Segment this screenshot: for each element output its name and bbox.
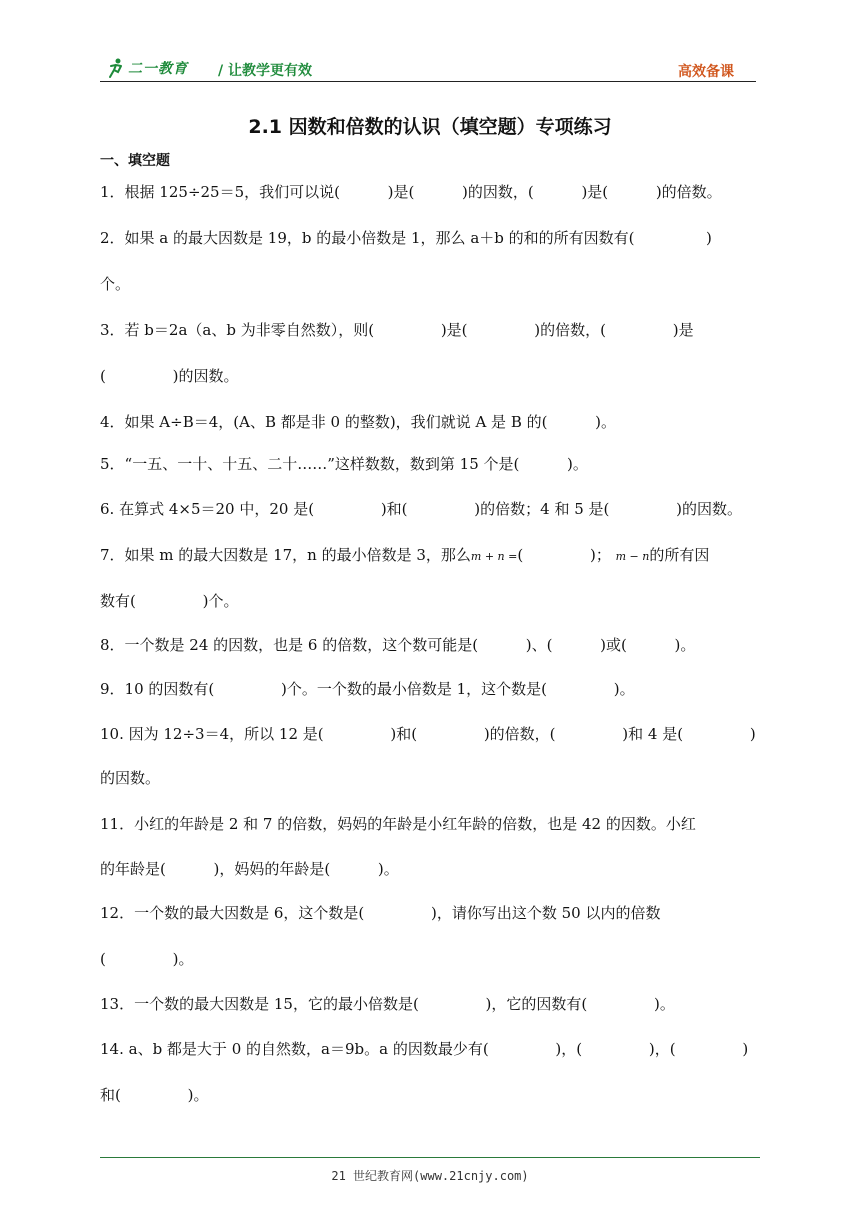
question-10-line-2: 的因数。 (100, 769, 161, 787)
page-title: 2.1 因数和倍数的认识（填空题）专项练习 (248, 116, 612, 138)
page-footer: 21 世纪教育网(www.21cnjy.com) (331, 1169, 529, 1183)
brand-right: 高效备课 (678, 64, 734, 80)
question-3-line-1: 3．若 b＝2a（a、b 为非零自然数），则( )是( )的倍数，( )是 (100, 321, 694, 339)
runner-icon (104, 57, 126, 79)
question-4: 4．如果 A÷B＝4，(A、B 都是非 0 的整数)，我们就说 A 是 B 的( )。 (100, 413, 617, 431)
question-8: 8．一个数是 24 的因数，也是 6 的倍数，这个数可能是( )、( )或( )。 (100, 636, 696, 654)
question-7-line-2: 数有( )个。 (100, 592, 239, 610)
slogan: / 让教学更有效 (218, 63, 312, 79)
question-10-line-1: 10. 因为 12÷3＝4，所以 12 是( )和( )的倍数，( )和 4 是( ) (100, 725, 756, 743)
question-5: 5．“一五、一十、十五、二十……”这样数数，数到第 15 个是( )。 (100, 455, 588, 473)
question-7-math-2: m − n (615, 550, 650, 563)
question-14-line-2: 和( )。 (100, 1086, 209, 1104)
question-11-line-2: 的年龄是( )，妈妈的年龄是( )。 (100, 860, 399, 878)
question-6: 6. 在算式 4×5＝20 中，20 是( )和( )的倍数；4 和 5 是( )的因数。 (100, 500, 742, 518)
question-1-line-1: 1．根据 125÷25＝5，我们可以说( )是( )的因数，( )是( )的倍数。 (100, 183, 722, 201)
question-7-blank: ( )； (517, 546, 611, 564)
question-7-tail: 的所有因 (649, 546, 710, 564)
page-header (100, 56, 756, 82)
question-14-line-1: 14. a、b 都是大于 0 的自然数，a＝9b。a 的因数最少有( )，( )，( ) (100, 1040, 749, 1058)
logo (104, 56, 188, 80)
question-11-line-1: 11．小红的年龄是 2 和 7 的倍数，妈妈的年龄是小红年龄的倍数，也是 42 的因数。小红 (100, 815, 696, 833)
question-7-math-1: m + n = (470, 550, 518, 563)
section-heading: 一、填空题 (100, 153, 170, 169)
question-2-line-1: 2．如果 a 的最大因数是 19，b 的最小倍数是 1，那么 a＋b 的和的所有因数有( ) (100, 229, 712, 247)
header-rule (100, 81, 756, 82)
question-2-line-2: 个。 (100, 275, 131, 293)
question-3-line-2: ( )的因数。 (100, 367, 239, 385)
footer-rule (100, 1157, 760, 1158)
question-13: 13．一个数的最大因数是 15，它的最小倍数是( )，它的因数有( )。 (100, 995, 675, 1013)
logo-text: 二一教育 (128, 61, 188, 77)
question-12-line-2: ( )。 (100, 950, 194, 968)
question-7-line-1 (100, 532, 760, 580)
question-9: 9．10 的因数有( )个。一个数的最小倍数是 1，这个数是( )。 (100, 680, 635, 698)
question-7-text: 7．如果 m 的最大因数是 17，n 的最小倍数是 3，那么 (100, 546, 471, 564)
question-12-line-1: 12．一个数的最大因数是 6，这个数是( )，请你写出这个数 50 以内的倍数 (100, 904, 661, 922)
